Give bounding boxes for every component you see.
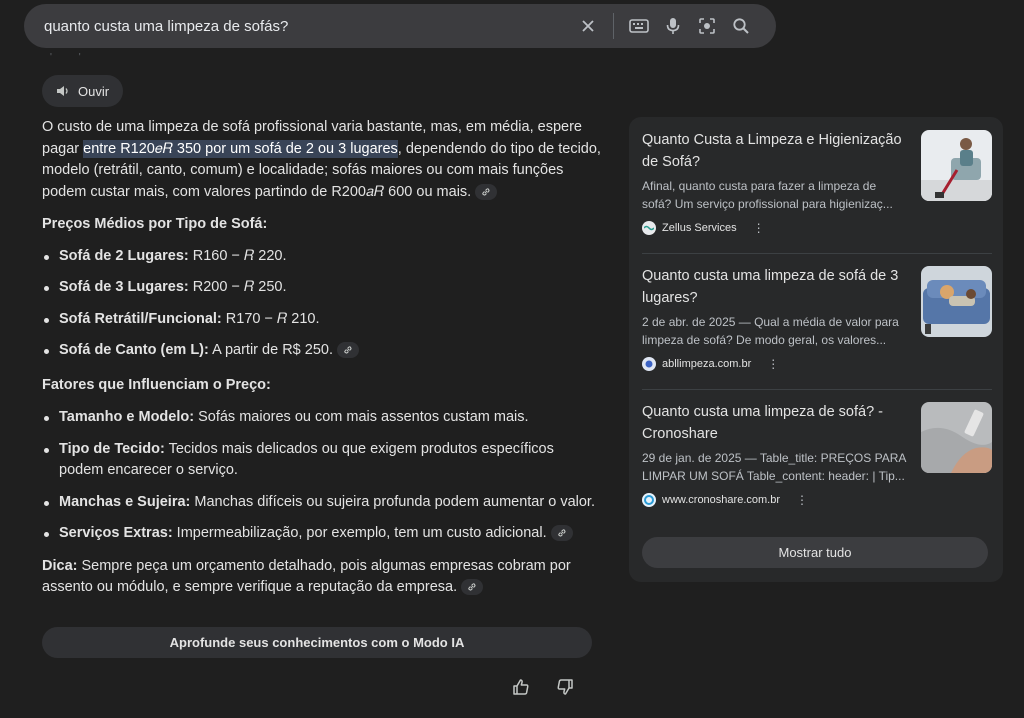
snippet-line: 29 de jan. de 2025 — Table_title: PREÇOS PARA — [642, 451, 907, 465]
ai-mode-button[interactable] — [42, 627, 592, 658]
price-value: A partir de R$ 250. — [208, 342, 333, 358]
keyboard-icon[interactable] — [622, 9, 656, 43]
factor-value: Tecidos mais delicados ou que exigem produtos específicos podem encarecer o serviço. — [59, 440, 554, 478]
factor-value: Manchas difíceis ou sujeira profunda podem aumentar o valor. — [190, 493, 595, 510]
source-thumbnail — [921, 130, 992, 201]
sources-panel — [629, 117, 1003, 582]
price-label: Sofá de Canto (em L): — [59, 342, 209, 358]
show-all-button[interactable] — [642, 537, 988, 568]
link-icon[interactable] — [337, 342, 359, 358]
factor-label: Tipo de Tecido: — [59, 440, 165, 457]
tip — [42, 556, 602, 599]
ai-answer — [42, 117, 602, 599]
tip-label: Dica: — [42, 557, 78, 574]
ai-mode-label: Aprofunde seus conhecimentos com o Modo IA — [169, 635, 465, 650]
factor-label: Manchas e Sujeira: — [59, 493, 191, 510]
list-item — [42, 523, 602, 545]
divider — [642, 389, 992, 390]
factors-list — [42, 407, 602, 545]
source-snippet — [642, 449, 910, 485]
feedback-buttons — [510, 676, 576, 698]
listen-label: Ouvir — [78, 83, 110, 99]
site-name: www.cronoshare.com.br — [662, 494, 780, 506]
snippet-line: Afinal, quanto custa para fazer a limpeza de — [642, 179, 877, 193]
snippet-line: LIMPAR UM SOFÁ Table_content: header: | Tip... — [642, 469, 905, 483]
search-bar[interactable] — [24, 4, 776, 48]
answer-intro — [42, 117, 602, 203]
mic-icon[interactable] — [656, 9, 690, 43]
price-value: R200 − 𝑅 250. — [188, 279, 287, 295]
search-actions — [571, 9, 758, 43]
more-options-icon[interactable]: ⋮ — [796, 493, 808, 507]
search-divider — [613, 13, 614, 39]
thumbs-down-icon[interactable] — [554, 676, 576, 698]
site-favicon-icon — [642, 221, 656, 235]
price-label: Sofá Retrátil/Funcional: — [59, 310, 222, 327]
prices-list — [42, 246, 602, 362]
list-item — [42, 407, 602, 429]
section-title-prices: Preços Médios por Tipo de Sofá: — [42, 216, 268, 232]
search-icon[interactable] — [724, 9, 758, 43]
site-favicon-icon — [642, 357, 656, 371]
source-card[interactable] — [642, 130, 992, 235]
snippet-line: 2 de abr. de 2025 — Qual a média de valor para — [642, 315, 899, 329]
source-site — [642, 493, 992, 507]
divider — [642, 253, 992, 254]
list-item — [42, 340, 602, 362]
site-favicon-icon — [642, 493, 656, 507]
intro-text: O custo de uma limpeza de sofá profissional varia bastante, mas, em média, espere pagar — [42, 119, 582, 157]
source-title[interactable]: Quanto custa uma limpeza de sofá? - Cronoshare — [642, 404, 883, 442]
highlighted-text: entre R120𝑒𝑅 350 por um sofá de 2 ou 3 lugares — [83, 140, 398, 157]
source-thumbnail — [921, 266, 992, 337]
source-site — [642, 221, 992, 235]
factor-value: Impermeabilização, por exemplo, tem um custo adicional. — [172, 525, 547, 541]
source-thumbnail — [921, 402, 992, 473]
speaker-icon — [56, 84, 70, 98]
snippet-line: limpeza de sofá? De modo geral, os valores... — [642, 333, 887, 347]
more-options-icon[interactable]: ⋮ — [767, 357, 780, 371]
link-icon[interactable] — [461, 579, 483, 595]
source-snippet — [642, 177, 910, 213]
scroll-marks: ' ' — [50, 52, 93, 63]
factor-label: Tamanho e Modelo: — [59, 409, 195, 425]
link-icon[interactable] — [475, 184, 497, 200]
source-card[interactable] — [642, 266, 992, 371]
list-item — [42, 309, 602, 331]
factor-value: Sofás maiores ou com mais assentos custam mais. — [194, 409, 529, 425]
factor-label: Serviços Extras: — [59, 525, 173, 541]
lens-icon[interactable] — [690, 9, 724, 43]
intro-text-rest: , dependendo do tipo de tecido, modelo (retrátil, canto, comum) e localidade; sofás maiores ou com mais funções podem custar mais, com valores partindo de R200𝑎𝑅 600 ou mais. — [42, 140, 601, 200]
source-title[interactable]: Quanto Custa a Limpeza e Higienização de Sofá? — [642, 132, 902, 170]
source-title[interactable]: Quanto custa uma limpeza de sofá de 3 lugares? — [642, 268, 899, 306]
site-name: Zellus Services — [662, 222, 737, 234]
close-icon[interactable] — [571, 9, 605, 43]
price-label: Sofá de 3 Lugares: — [59, 279, 189, 295]
source-snippet — [642, 313, 910, 349]
price-value: R170 − 𝑅 210. — [221, 310, 320, 327]
thumbs-up-icon[interactable] — [510, 676, 532, 698]
listen-button[interactable] — [42, 75, 123, 107]
show-all-label: Mostrar tudo — [778, 545, 852, 560]
more-options-icon[interactable]: ⋮ — [752, 221, 765, 235]
section-title-factors: Fatores que Influenciam o Preço: — [42, 376, 271, 393]
list-item — [42, 246, 602, 268]
price-value: R160 − 𝑅 220. — [188, 247, 287, 264]
search-input[interactable] — [42, 17, 571, 36]
site-name: abllimpeza.com.br — [662, 358, 752, 370]
list-item — [42, 439, 602, 482]
tip-text: Sempre peça um orçamento detalhado, pois algumas empresas cobram por assento ou módulo, e sempre verifique a reputação da empresa. — [42, 557, 571, 595]
source-site — [642, 357, 992, 371]
list-item — [42, 277, 602, 299]
snippet-line: sofá? Um serviço profissional para higienizaç... — [642, 197, 893, 211]
price-label: Sofá de 2 Lugares: — [59, 247, 189, 264]
link-icon[interactable] — [551, 525, 573, 541]
list-item — [42, 492, 602, 514]
source-card[interactable] — [642, 402, 992, 507]
